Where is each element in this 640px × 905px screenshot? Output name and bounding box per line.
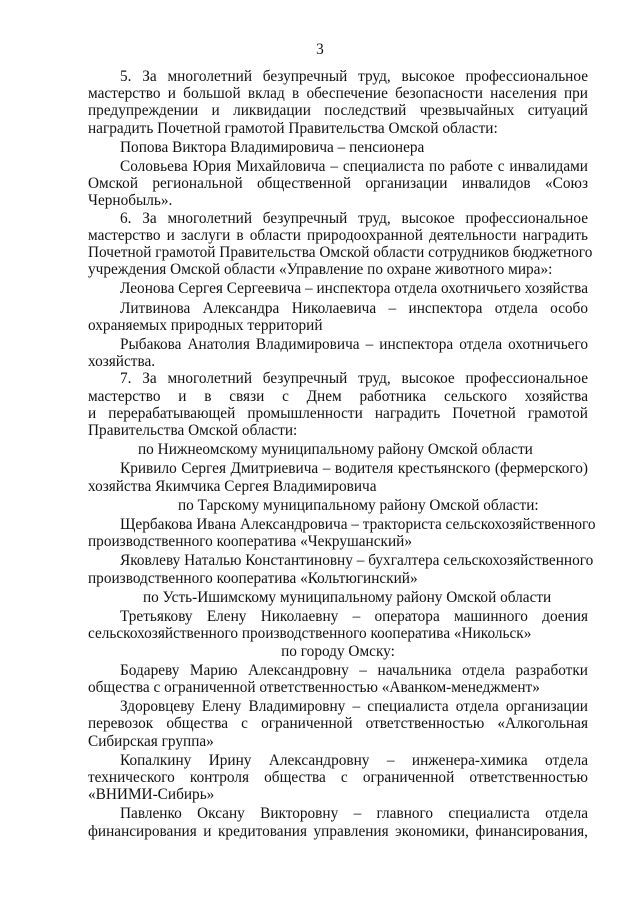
text-line: и перерабатывающей промышленности наградить Почетной грамотой — [88, 404, 588, 422]
text-line: Литвинова Александра Николаевича – инспектора отдела особо — [120, 299, 588, 317]
text-line: учреждения Омской области «Управление по охране животного мира»: — [88, 261, 553, 279]
text-line: Правительства Омской области: — [88, 422, 298, 440]
text-line: перевозок общества с ограниченной ответственностью «Алкогольная — [88, 715, 588, 733]
text-line: общества с ограниченной ответственностью «Аванком-менеджмент» — [88, 678, 540, 696]
text-line: технического контроля общества с ограниченной ответственностью — [88, 768, 588, 786]
text-line: 5. За многолетний безупречный труд, высокое профессиональное — [120, 68, 588, 85]
text-line: Щербакова Ивана Александровича – тракториста сельскохозяйственного — [120, 516, 596, 534]
text-line: хозяйства Якимчика Сергея Владимировича — [88, 477, 377, 495]
text-line: Павленко Оксану Викторовну – главного специалиста отдела — [120, 805, 588, 823]
text-line: Чернобыль». — [88, 192, 173, 210]
text-line: Сибирская группа» — [88, 732, 214, 750]
text-line: Бодареву Марию Александровну – начальника отдела разработки — [120, 661, 588, 679]
text-line: по Усть-Ишимскому муниципальному району Омской области — [143, 588, 552, 606]
text-line: мастерство и большой вклад в обеспечение безопасности населения при — [88, 85, 588, 103]
text-line: сельскохозяйственного производственного кооператива «Никольск» — [88, 625, 532, 643]
text-line: Здоровцеву Елену Владимировну – специалиста отдела организации — [120, 698, 588, 716]
text-line: Третьякову Елену Николаевну – оператора машинного доения — [120, 608, 588, 626]
text-line: «ВНИМИ-Сибирь» — [88, 786, 215, 804]
text-line: Леонова Сергея Сергеевича – инспектора отдела охотничьего хозяйства — [120, 280, 588, 298]
text-line: Почетной грамотой Правительства Омской области сотрудников бюджетного — [88, 244, 593, 262]
text-line: по городу Омску: — [281, 642, 395, 660]
text-line: Соловьева Юрия Михайловича – специалиста по работе с инвалидами — [120, 158, 588, 176]
text-line: 6. За многолетний безупречный труд, высокое профессиональное — [120, 209, 588, 227]
text-line: мастерство и в связи с Днем работника сельского хозяйства — [88, 387, 588, 405]
text-line: по Нижнеомскому муниципальному району Омской области — [138, 441, 533, 459]
text-line: Попова Виктора Владимировича – пенсионера — [120, 138, 425, 156]
text-line: производственного кооператива «Кольтюгинский» — [88, 569, 418, 587]
text-line: Омской региональной общественной организации инвалидов «Союз — [88, 175, 588, 193]
text-line: производственного кооператива «Чекрушанский» — [88, 533, 412, 551]
text-line: Яковлеву Наталью Константиновну – бухгалтера сельскохозяйственного — [120, 552, 594, 570]
text-line: Копалкину Ирину Александровну – инженера-химика отдела — [120, 751, 588, 769]
text-line: хозяйства. — [88, 353, 156, 371]
text-line: Кривило Сергея Дмитриевича – водителя крестьянского (фермерского) — [120, 460, 588, 478]
text-line: наградить Почетной грамотой Правительства Омской области: — [88, 119, 498, 137]
text-line: 7. За многолетний безупречный труд, высокое профессиональное — [120, 370, 588, 388]
document-body — [88, 68, 596, 840]
text-line: Рыбакова Анатолия Владимировича – инспектора отдела охотничьего — [120, 336, 588, 354]
text-line: охраняемых природных территорий — [88, 316, 323, 334]
text-line: по Тарскому муниципальному району Омской области: — [178, 496, 539, 514]
text-line: финансирования и кредитования управления экономики, финансирования, — [88, 822, 588, 840]
page-number: 3 — [316, 41, 324, 58]
text-line: предупреждении и ликвидации последствий чрезвычайных ситуаций — [88, 102, 588, 120]
text-line: мастерство и заслуги в области природоохранной деятельности наградить — [88, 226, 588, 244]
